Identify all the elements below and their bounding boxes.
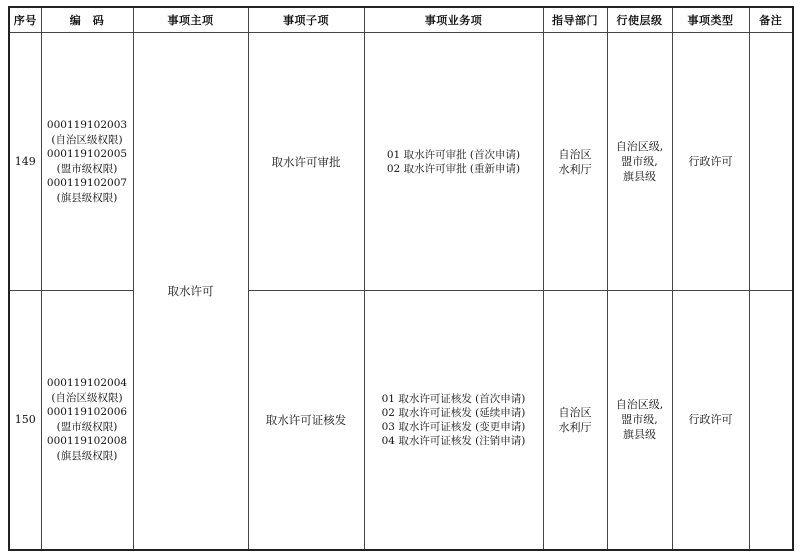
- code-line: 000119102004: [46, 377, 128, 390]
- code-line: (旗县级权限): [56, 449, 118, 462]
- code-line: 000119102008: [46, 435, 128, 448]
- code-line: 000119102006: [46, 406, 128, 419]
- code-line: 000119102005: [46, 148, 128, 160]
- level-line: 自治区级,: [615, 140, 664, 153]
- row-department: [543, 33, 607, 291]
- table-row: [9, 33, 793, 291]
- row-sub-item: 取水许可审批: [248, 33, 364, 291]
- level-line: 盟市级,: [621, 413, 658, 427]
- header-level: 行使层级: [607, 7, 672, 33]
- header-main-item: 事项主项: [133, 7, 248, 33]
- header-department: 指导部门: [543, 7, 607, 33]
- business-line: 02 取水许可证核发 (延续申请): [381, 406, 526, 419]
- header-row: [9, 7, 793, 33]
- code-line: (盟市级权限): [56, 420, 118, 433]
- row-seq: 149: [9, 33, 41, 291]
- code-line: 000119102007: [46, 177, 128, 189]
- row-business: [364, 33, 543, 291]
- department-line: 自治区: [558, 405, 592, 419]
- department-line: 自治区: [558, 147, 592, 161]
- main-item-cell: 取水许可: [133, 33, 248, 550]
- row-seq: 150: [9, 291, 41, 550]
- code-line: (自治区级权限): [51, 133, 123, 146]
- row-level: [607, 33, 672, 291]
- row-codes: [41, 33, 133, 291]
- row-remark: [749, 291, 793, 550]
- level-line: 旗县级: [623, 170, 656, 183]
- code-line: (自治区级权限): [51, 391, 123, 404]
- header-business: 事项业务项: [364, 7, 543, 33]
- header-code: 编 码: [41, 7, 133, 33]
- matters-table: [8, 6, 794, 551]
- level-line: 盟市级,: [621, 155, 658, 168]
- row-level: [607, 291, 672, 550]
- table-row: [9, 291, 793, 550]
- header-seq: 序号: [9, 7, 41, 33]
- business-line: 01 取水许可审批 (首次申请): [386, 148, 521, 161]
- row-department: [543, 291, 607, 550]
- header-sub-item: 事项子项: [248, 7, 364, 33]
- business-line: 01 取水许可证核发 (首次申请): [381, 392, 526, 405]
- business-line: 04 取水许可证核发 (注销申请): [381, 434, 526, 447]
- code-line: (旗县级权限): [56, 191, 118, 204]
- header-type: 事项类型: [672, 7, 749, 33]
- row-remark: [749, 33, 793, 291]
- code-line: 000119102003: [46, 119, 128, 131]
- department-line: 水利厅: [558, 162, 592, 176]
- row-business: [364, 291, 543, 550]
- header-remark: 备注: [749, 7, 793, 33]
- code-line: (盟市级权限): [56, 162, 118, 175]
- level-line: 自治区级,: [615, 398, 664, 412]
- department-line: 水利厅: [558, 420, 592, 434]
- row-codes: [41, 291, 133, 550]
- row-type: 行政许可: [672, 33, 749, 291]
- row-sub-item: 取水许可证核发: [248, 291, 364, 550]
- level-line: 旗县级: [623, 428, 656, 442]
- row-type: 行政许可: [672, 291, 749, 550]
- business-line: 02 取水许可审批 (重新申请): [386, 162, 521, 175]
- business-line: 03 取水许可证核发 (变更申请): [381, 420, 526, 433]
